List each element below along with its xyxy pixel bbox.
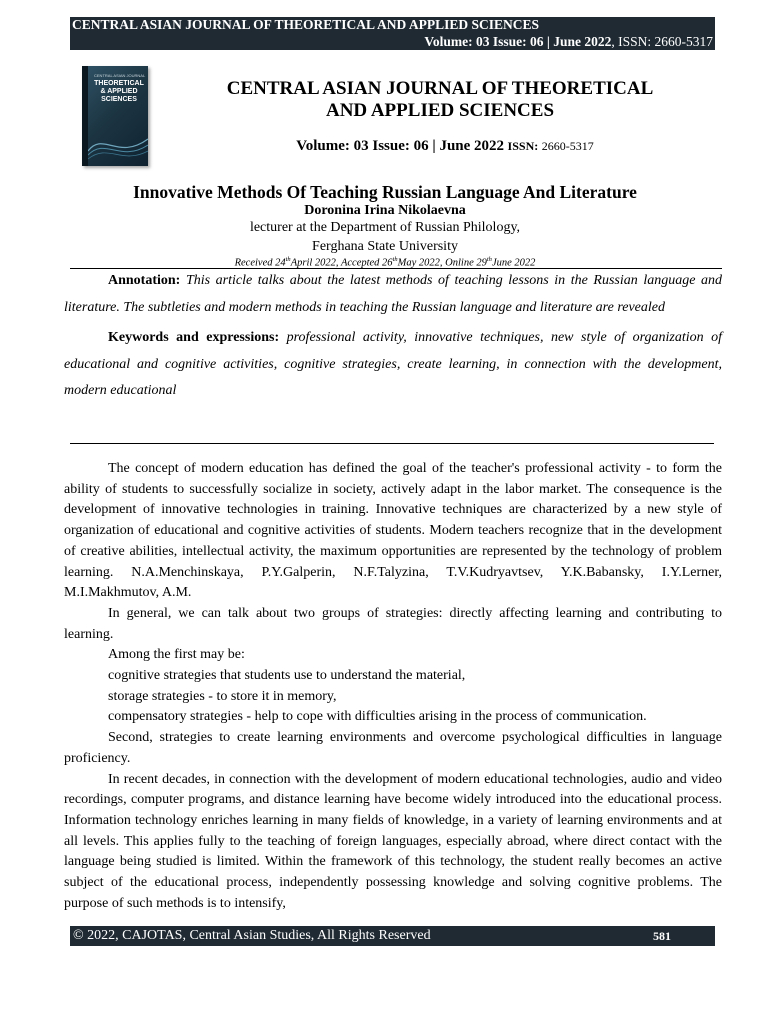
cover-wave-graphic	[88, 121, 148, 161]
footer-bar	[70, 926, 715, 946]
body-paragraph-2: In general, we can talk about two groups of strategies: directly affecting learning and contributing to learning.	[64, 605, 722, 642]
journal-title	[200, 78, 680, 122]
accepted-label: April 2022, Accepted 26	[290, 257, 393, 269]
annotation-text: This article talks about the latest methods of teaching lessons in the Russian language and literature. The subtleties and modern methods in teaching the Russian language and literature are revealed	[64, 273, 723, 315]
body-list-item-3: compensatory strategies - help to cope with difficulties arising in the process of communication.	[108, 709, 647, 725]
running-header-issn-label: , ISSN:	[611, 34, 652, 49]
divider-bottom	[70, 443, 714, 444]
received-sup: th	[285, 256, 291, 263]
running-header	[70, 17, 715, 50]
footer-copyright: © 2022, CAJOTAS, Central Asian Studies, All Rights Reserved	[73, 928, 431, 943]
received-label: Received 24	[234, 257, 286, 269]
journal-cover-image	[82, 66, 148, 166]
cover-small-text: CENTRAL ASIAN JOURNAL	[94, 73, 146, 78]
body-paragraph-3: Among the first may be:	[108, 647, 245, 663]
online-date: June 2022	[491, 257, 536, 269]
article-title: Innovative Methods Of Teaching Russian Language And Literature	[133, 182, 637, 202]
online-label: May 2022, Online 29	[397, 257, 487, 269]
abstract-block	[64, 268, 722, 405]
author-name: Doronina Irina Nikolaevna	[304, 203, 466, 218]
body-list-item-2: storage strategies - to store it in memory,	[108, 688, 337, 704]
keywords-label: Keywords and expressions:	[108, 330, 280, 345]
journal-title-line1: CENTRAL ASIAN JOURNAL OF THEORETICAL	[226, 78, 654, 99]
keywords-text: professional activity, innovative techniques, new style of organization of educational and cognitive activities, cognitive strategies, create learning, in connection with the development, modern educational	[64, 330, 723, 398]
running-header-volume: Volume: 03 Issue: 06 | June 2022	[424, 34, 612, 49]
issn-number: 2660-5317	[541, 139, 594, 153]
body-paragraph-1: The concept of modern education has defined the goal of the teacher's professional activity - to form the ability of students to successfully socialize in society, actively adapt in the labor market. The consequence is the development of innovative technologies in training. Innovative techniques are characterized by a new style of organization of educational and cognitive activities of students. Modern teachers recognize that in the development of creative abilities, intellectual activity, the maximum opportunities are represented by the technology of problem learning. N.A.Menchinskaya, P.Y.Galperin, N.F.Talyzina, T.V.Kudryavtsev, Y.K.Babansky, I.Y.Lerner, M.I.Makhmutov, A.M.	[64, 461, 722, 601]
annotation-label: Annotation:	[108, 273, 181, 288]
author-affiliation-line2: Ferghana State University	[312, 239, 458, 254]
running-header-issn: 2660-5317	[654, 34, 713, 49]
issue-volume: Volume: 03 Issue: 06 | June 2022	[296, 138, 505, 154]
article-body	[64, 459, 722, 914]
issue-line	[200, 137, 690, 156]
accepted-sup: th	[392, 256, 398, 263]
body-list-item-1: cognitive strategies that students use to understand the material,	[108, 668, 466, 684]
journal-title-line2: AND APPLIED SCIENCES	[325, 100, 555, 121]
running-header-issue	[424, 34, 713, 50]
online-sup: th	[486, 256, 492, 263]
keywords-paragraph	[64, 325, 722, 405]
body-paragraph-4: Second, strategies to create learning environments and overcome psychological difficulties in language proficiency.	[64, 730, 722, 766]
annotation-paragraph	[64, 268, 722, 321]
cover-title: THEORETICAL & APPLIED SCIENCES	[94, 80, 144, 103]
running-header-journal: CENTRAL ASIAN JOURNAL OF THEORETICAL AND APPLIED SCIENCES	[72, 17, 539, 32]
issn-label: ISSN:	[507, 139, 539, 153]
body-paragraph-5: In recent decades, in connection with the development of modern educational technologies, audio and video recordings, computer programs, and distance learning have become widely introduced into the educational process. Information technology enriches learning in many fields of knowledge, in a variety of learning environments and at all levels. This applies fully to the teaching of foreign languages, especially abroad, where direct contact with the language being studied is limited. Within the framework of this technology, the student really becomes an active subject of the educational process, independently possessing knowledge and solving cognitive problems. The purpose of such methods is to intensify,	[64, 771, 722, 911]
page-number: 581	[653, 929, 671, 943]
author-affiliation-line1: lecturer at the Department of Russian Philology,	[249, 220, 521, 235]
